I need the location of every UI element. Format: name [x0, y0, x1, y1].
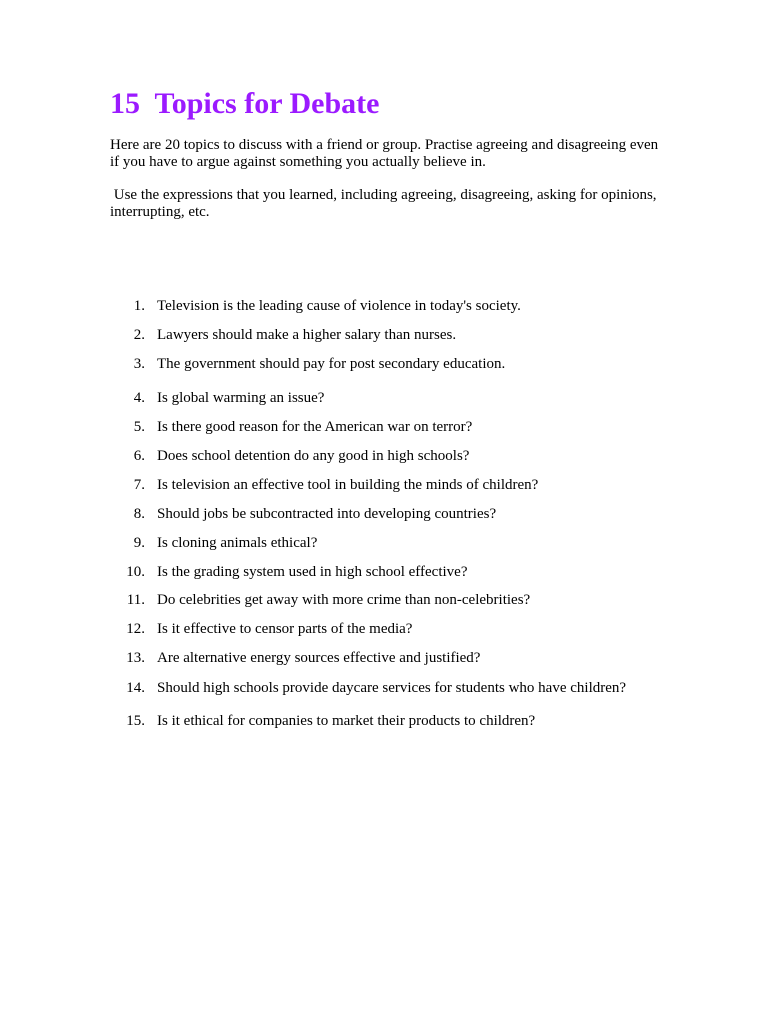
list-item-number: 8.: [133, 506, 145, 522]
list-item-number: 11.: [126, 592, 145, 608]
page-title: 15 Topics for Debate: [110, 87, 380, 120]
list-item-number: 2.: [133, 327, 145, 343]
list-item-text: The government should pay for post secondary education.: [157, 356, 506, 372]
list-item-number: 12.: [126, 621, 145, 637]
list-item-number: 5.: [133, 419, 145, 435]
list-item-number: 3.: [133, 356, 145, 372]
list-item-number: 14.: [126, 680, 145, 696]
intro-paragraph: Here are 20 topics to discuss with a friend or group. Practise agreeing and disagreeing even if you have to argue against something you actually believe in.: [110, 137, 659, 170]
list-item-text: Is it ethical for companies to market their products to children?: [157, 713, 536, 729]
list-item-number: 4.: [133, 390, 145, 406]
list-item-text: Do celebrities get away with more crime than non-celebrities?: [157, 592, 531, 608]
list-item-number: 15.: [126, 713, 145, 729]
list-item-text: Is global warming an issue?: [157, 390, 325, 406]
list-item-text: Is cloning animals ethical?: [157, 535, 318, 551]
list-item-number: 10.: [126, 564, 145, 580]
list-item-text: Is the grading system used in high school effective?: [157, 564, 468, 580]
list-item-number: 13.: [126, 650, 145, 666]
list-item-text: Does school detention do any good in high schools?: [157, 448, 470, 464]
list-item-number: 9.: [133, 535, 145, 551]
list-item-text: Should jobs be subcontracted into developing countries?: [157, 506, 497, 522]
list-item-text: Television is the leading cause of violence in today's society.: [157, 298, 521, 314]
list-item-text: Is it effective to censor parts of the media?: [157, 621, 413, 637]
list-item-number: 7.: [133, 477, 145, 493]
list-item-text: Is television an effective tool in building the minds of children?: [157, 477, 539, 493]
list-item-text: Are alternative energy sources effective and justified?: [157, 650, 481, 666]
list-item-text: Is there good reason for the American war on terror?: [157, 419, 473, 435]
list-item-number: 6.: [133, 448, 145, 464]
list-item-text: Lawyers should make a higher salary than nurses.: [157, 327, 457, 343]
list-item-text: Should high schools provide daycare services for students who have children?: [157, 680, 627, 696]
list-item-number: 1.: [133, 298, 145, 314]
instructions-paragraph: Use the expressions that you learned, including agreeing, disagreeing, asking for opinions, interrupting, etc.: [110, 187, 661, 220]
